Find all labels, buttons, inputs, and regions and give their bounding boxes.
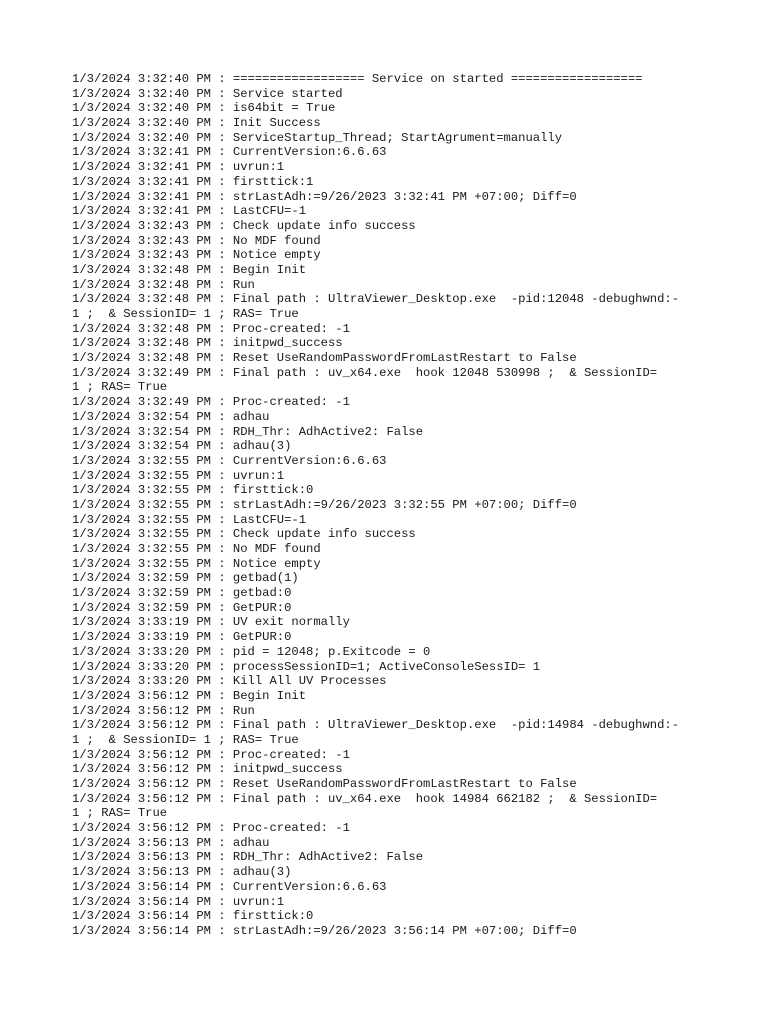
log-line: 1/3/2024 3:56:12 PM : Proc-created: -1	[72, 821, 350, 836]
log-line: 1/3/2024 3:56:14 PM : CurrentVersion:6.6.63	[72, 879, 387, 894]
log-line: 1 ; RAS= True	[72, 806, 168, 821]
log-line: 1/3/2024 3:56:12 PM : Proc-created: -1	[72, 747, 350, 762]
log-line: 1/3/2024 3:32:48 PM : initpwd_success	[72, 336, 343, 351]
log-line: 1/3/2024 3:32:54 PM : adhau	[72, 409, 270, 424]
log-line: 1/3/2024 3:32:41 PM : strLastAdh:=9/26/2023 3:32:41 PM +07:00; Diff=0	[72, 189, 577, 204]
log-line: 1/3/2024 3:32:43 PM : Check update info success	[72, 218, 416, 233]
log-line: 1/3/2024 3:32:54 PM : RDH_Thr: AdhActive2: False	[72, 424, 424, 439]
log-line: 1/3/2024 3:32:43 PM : Notice empty	[72, 248, 321, 263]
log-line: 1/3/2024 3:32:55 PM : No MDF found	[72, 542, 321, 556]
log-line: 1/3/2024 3:32:59 PM : getbad:0	[72, 586, 292, 601]
log-line: 1/3/2024 3:56:12 PM : Run	[72, 703, 255, 718]
log-line: 1 ; RAS= True	[72, 380, 168, 395]
log-line: 1/3/2024 3:56:12 PM : Final path : UltraViewer_Desktop.exe -pid:14984 -debughwnd:-	[72, 718, 680, 733]
log-line: 1/3/2024 3:32:55 PM : firsttick:0	[72, 483, 314, 498]
log-line: 1/3/2024 3:56:12 PM : Final path : uv_x64.exe hook 14984 662182 ; & SessionID=	[72, 791, 658, 806]
log-line: 1/3/2024 3:56:12 PM : Reset UseRandomPasswordFromLastRestart to False	[72, 777, 577, 791]
log-line: 1/3/2024 3:56:14 PM : strLastAdh:=9/26/2023 3:56:14 PM +07:00; Diff=0	[72, 923, 577, 938]
log-line: 1/3/2024 3:32:55 PM : Notice empty	[72, 556, 321, 571]
log-line: 1/3/2024 3:56:13 PM : RDH_Thr: AdhActive2: False	[72, 850, 424, 865]
log-line: 1/3/2024 3:32:59 PM : GetPUR:0	[72, 600, 292, 615]
log-line: 1/3/2024 3:56:14 PM : uvrun:1	[72, 894, 285, 909]
log-line: 1/3/2024 3:32:40 PM : ServiceStartup_Thread; StartAgrument=manually	[72, 130, 563, 145]
log-line: 1/3/2024 3:32:49 PM : Final path : uv_x64.exe hook 12048 530998 ; & SessionID=	[72, 365, 658, 380]
log-line: 1/3/2024 3:32:48 PM : Proc-created: -1	[72, 321, 350, 336]
log-line: 1/3/2024 3:32:41 PM : CurrentVersion:6.6.63	[72, 145, 387, 160]
log-line: 1/3/2024 3:32:55 PM : CurrentVersion:6.6.63	[72, 453, 387, 468]
log-line: 1/3/2024 3:32:41 PM : uvrun:1	[72, 160, 285, 175]
log-line: 1/3/2024 3:32:48 PM : Begin Init	[72, 262, 307, 277]
log-line: 1/3/2024 3:33:20 PM : processSessionID=1; ActiveConsoleSessID= 1	[72, 659, 541, 674]
log-line: 1/3/2024 3:32:41 PM : firsttick:1	[72, 174, 314, 189]
log-line: 1/3/2024 3:32:40 PM : is64bit = True	[72, 101, 336, 116]
log-line: 1/3/2024 3:32:40 PM : Init Success	[72, 116, 321, 131]
log-line: 1/3/2024 3:56:13 PM : adhau	[72, 835, 270, 850]
log-line: 1/3/2024 3:56:13 PM : adhau(3)	[72, 865, 292, 880]
log-line: 1/3/2024 3:32:49 PM : Proc-created: -1	[72, 395, 350, 410]
log-line: 1/3/2024 3:32:54 PM : adhau(3)	[72, 439, 292, 454]
log-line: 1/3/2024 3:56:12 PM : Begin Init	[72, 688, 307, 703]
log-line: 1/3/2024 3:32:40 PM : ================== Service on started ==================	[72, 72, 643, 86]
log-line: 1 ; & SessionID= 1 ; RAS= True	[72, 307, 299, 321]
log-line: 1/3/2024 3:32:55 PM : uvrun:1	[72, 468, 285, 483]
log-line: 1/3/2024 3:32:48 PM : Reset UseRandomPasswordFromLastRestart to False	[72, 351, 577, 366]
log-line: 1/3/2024 3:32:55 PM : LastCFU=-1	[72, 512, 307, 527]
log-text-body	[72, 72, 712, 939]
log-line: 1/3/2024 3:33:19 PM : GetPUR:0	[72, 630, 292, 645]
log-line: 1 ; & SessionID= 1 ; RAS= True	[72, 732, 299, 747]
log-line: 1/3/2024 3:56:12 PM : initpwd_success	[72, 762, 343, 777]
log-line: 1/3/2024 3:56:14 PM : firsttick:0	[72, 909, 314, 924]
log-line: 1/3/2024 3:32:40 PM : Service started	[72, 86, 343, 101]
log-line: 1/3/2024 3:33:20 PM : Kill All UV Processes	[72, 674, 387, 689]
log-line: 1/3/2024 3:32:48 PM : Run	[72, 277, 255, 292]
log-line: 1/3/2024 3:32:48 PM : Final path : UltraViewer_Desktop.exe -pid:12048 -debughwnd:-	[72, 292, 680, 307]
log-line: 1/3/2024 3:32:55 PM : strLastAdh:=9/26/2023 3:32:55 PM +07:00; Diff=0	[72, 497, 577, 512]
log-line: 1/3/2024 3:32:43 PM : No MDF found	[72, 233, 321, 248]
log-line: 1/3/2024 3:33:19 PM : UV exit normally	[72, 615, 350, 630]
log-line: 1/3/2024 3:33:20 PM : pid = 12048; p.Exitcode = 0	[72, 644, 431, 659]
log-line: 1/3/2024 3:32:59 PM : getbad(1)	[72, 571, 299, 586]
log-line: 1/3/2024 3:32:55 PM : Check update info success	[72, 527, 416, 542]
log-line: 1/3/2024 3:32:41 PM : LastCFU=-1	[72, 204, 307, 219]
